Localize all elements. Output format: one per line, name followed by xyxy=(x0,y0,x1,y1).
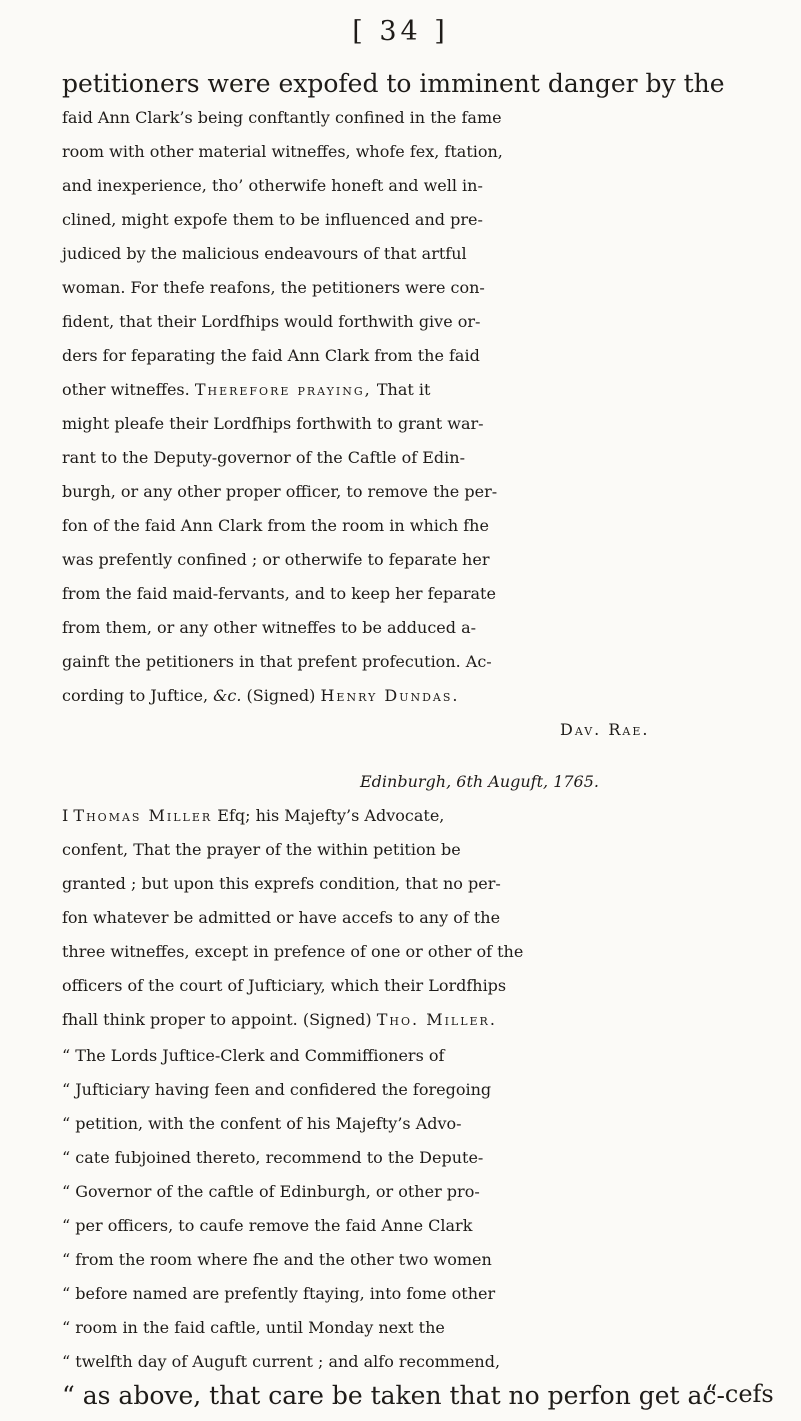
text-line: “ before named are prefently ftaying, into fome other xyxy=(62,1284,496,1303)
text-run: fhall think proper to appoint. (Signed) xyxy=(62,1010,377,1029)
text-line: fon of the faid Ann Clark from the room in which fhe xyxy=(62,516,489,535)
text-line: from them, or any other witneffes to be adduced a- xyxy=(62,618,477,637)
text-line: “ room in the faid caftle, until Monday next the xyxy=(62,1318,445,1337)
text-run: I xyxy=(62,806,74,825)
text-line: “ The Lords Juftice-Clerk and Commiffioners of xyxy=(62,1046,445,1065)
text-run: other witneffes. xyxy=(62,380,195,399)
text-line: rant to the Deputy-governor of the Caftle of Edin- xyxy=(62,448,465,467)
text-line: “ from the room where fhe and the other two women xyxy=(62,1250,492,1269)
text-line: three witneffes, except in prefence of one or other of the xyxy=(62,942,524,961)
text-line: room with other material witneffes, whofe fex, ftation, xyxy=(62,142,503,161)
text-line xyxy=(62,798,801,834)
text-line: woman. For thefe reafons, the petitioners were con- xyxy=(62,278,485,297)
text-line: “ Governor of the caftle of Edinburgh, or other pro- xyxy=(62,1182,480,1201)
text-run: cording to Juftice, xyxy=(62,686,214,705)
signature-tho-miller: Tho. Miller. xyxy=(376,1010,497,1029)
text-line: from the faid maid-fervants, and to keep her feparate xyxy=(62,584,496,603)
dateline: Edinburgh, 6th Auguft, 1765. xyxy=(360,772,599,791)
text-line: was prefently confined ; or otherwife to feparate her xyxy=(62,550,490,569)
text-line: ders for feparating the faid Ann Clark from the faid xyxy=(62,346,480,365)
text-run: (Signed) xyxy=(241,686,321,705)
text-line: “ petition, with the confent of his Majefty’s Advo- xyxy=(62,1114,462,1133)
page-number: [ 34 ] xyxy=(352,16,449,47)
text-line xyxy=(62,1002,801,1038)
text-line: faid Ann Clark’s being conftantly confined in the fame xyxy=(62,108,502,127)
text-line: judiced by the malicious endeavours of that artful xyxy=(62,244,467,263)
text-line: petitioners were expofed to imminent danger by the xyxy=(62,69,725,98)
text-line: burgh, or any other proper officer, to remove the per- xyxy=(62,482,498,501)
therefore-praying: Therefore praying, xyxy=(194,380,372,399)
text-line: “ cate fubjoined thereto, recommend to the Depute- xyxy=(62,1148,484,1167)
text-line: might pleafe their Lordfhips forthwith to grant war- xyxy=(62,414,484,433)
text-line: officers of the court of Jufticiary, which their Lordfhips xyxy=(62,976,507,995)
text-run: That it xyxy=(371,380,431,399)
text-line: granted ; but upon this exprefs condition, that no per- xyxy=(62,874,501,893)
text-line: “ as above, that care be taken that no perfon get ac- xyxy=(62,1381,725,1410)
text-line: gainft the petitioners in that prefent profecution. Ac- xyxy=(62,652,492,671)
text-line xyxy=(62,678,801,714)
text-run: &c. xyxy=(213,686,242,705)
text-line: “ twelfth day of Auguft current ; and alfo recommend, xyxy=(62,1352,501,1371)
text-line xyxy=(62,372,801,408)
text-line: “ per officers, to caufe remove the faid Anne Clark xyxy=(62,1216,473,1235)
text-run: Efq; his Majefty’s Advocate, xyxy=(212,806,445,825)
text-line: and inexperience, tho’ otherwife honeft and well in- xyxy=(62,176,483,195)
text-line: clined, might expofe them to be influenced and pre- xyxy=(62,210,483,229)
catchword: “ cefs xyxy=(705,1380,774,1408)
text-line: confent, That the prayer of the within petition be xyxy=(62,840,461,859)
text-line: fon whatever be admitted or have accefs to any of the xyxy=(62,908,501,927)
signature-dav-rae: Dav. Rae. xyxy=(560,720,650,739)
text-line: fident, that their Lordfhips would forthwith give or- xyxy=(62,312,481,331)
text-line: “ Jufticiary having feen and confidered the foregoing xyxy=(62,1080,492,1099)
signature-henry-dundas: Henry Dundas. xyxy=(320,686,460,705)
name-thomas-miller: Thomas Miller xyxy=(73,806,213,825)
